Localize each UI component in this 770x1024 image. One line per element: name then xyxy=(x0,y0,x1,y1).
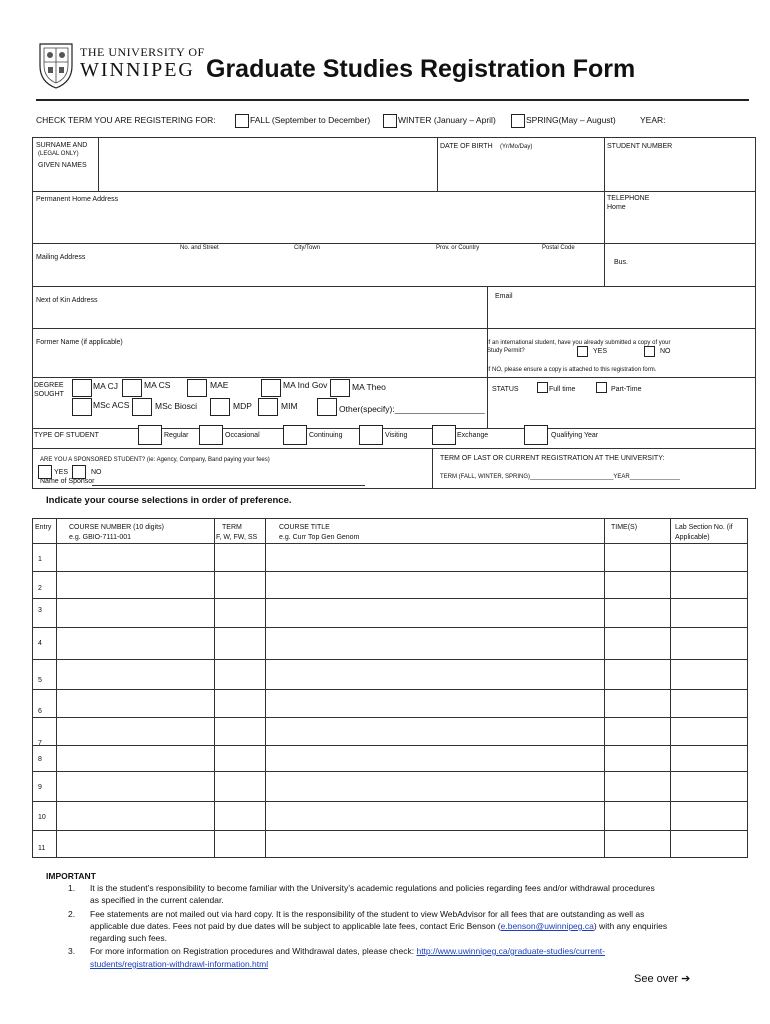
continuing-checkbox[interactable] xyxy=(283,425,307,445)
row-entry-11: 11 xyxy=(38,845,46,852)
important-1-line-1: It is the student’s responsibility to become familiar with the University’s academic regulations and policies regarding fees and/or withdrawal procedures xyxy=(90,883,655,893)
rule xyxy=(32,598,748,599)
row-entry-6: 6 xyxy=(38,708,42,715)
year-label: YEAR: xyxy=(640,115,666,125)
important-heading: IMPORTANT xyxy=(46,871,96,881)
spring-checkbox[interactable] xyxy=(511,114,525,128)
permit-yes-checkbox[interactable] xyxy=(577,346,588,357)
ma-cj-checkbox[interactable] xyxy=(72,379,92,397)
row-entry-1: 1 xyxy=(38,556,42,563)
row-entry-9: 9 xyxy=(38,784,42,791)
ma-cj-label: MA CJ xyxy=(93,381,119,391)
rule xyxy=(214,518,215,858)
mim-checkbox[interactable] xyxy=(258,398,278,416)
bus-phone-input[interactable] xyxy=(635,250,750,283)
col-entry: Entry xyxy=(35,524,52,531)
ma-ind-gov-label: MA Ind Gov xyxy=(283,380,328,390)
other-degree-label: Other(specify):___________________ xyxy=(339,404,485,414)
email-input[interactable] xyxy=(495,303,750,325)
important-2-line-2a: applicable due dates. Fees not paid by due dates will be subject to applicable late fees, contact Eric Benson ( xyxy=(90,921,501,931)
rule xyxy=(32,243,756,244)
no-street-label: No. and Street xyxy=(180,245,219,251)
next-of-kin-label: Next of Kin Address xyxy=(36,297,98,304)
row-entry-5: 5 xyxy=(38,677,42,684)
postal-code-label: Postal Code xyxy=(542,245,575,251)
rule xyxy=(98,137,99,191)
permit-no-label: NO xyxy=(660,348,671,355)
ma-theo-label: MA Theo xyxy=(352,382,386,392)
status-label: STATUS xyxy=(492,386,519,393)
name-input[interactable] xyxy=(100,139,435,189)
next-of-kin-input[interactable] xyxy=(120,290,482,325)
degree-label-2: SOUGHT xyxy=(34,391,64,398)
sponsor-name-label: Name of Sponsor xyxy=(40,478,95,485)
sponsor-name-input[interactable] xyxy=(92,485,365,486)
student-type-label: TYPE OF STUDENT xyxy=(34,432,99,439)
permit-no-checkbox[interactable] xyxy=(644,346,655,357)
former-name-label: Former Name (if applicable) xyxy=(36,339,123,346)
full-time-label: Full time xyxy=(549,386,576,393)
regular-label: Regular xyxy=(164,432,189,439)
mailing-address-input[interactable] xyxy=(100,253,600,283)
ma-theo-checkbox[interactable] xyxy=(330,379,350,397)
important-num-2: 2. xyxy=(68,909,76,919)
registration-link[interactable]: http://www.uwinnipeg.ca/graduate-studies/current- xyxy=(416,946,605,956)
student-number-input[interactable] xyxy=(607,155,752,189)
rule xyxy=(32,191,756,192)
spring-label: SPRING(May – August) xyxy=(526,115,616,125)
mailing-address-label: Mailing Address xyxy=(36,254,86,261)
sponsor-yes-checkbox[interactable] xyxy=(38,465,52,479)
other-degree-checkbox[interactable] xyxy=(317,398,337,416)
sponsor-yes-label: YES xyxy=(54,469,69,476)
important-2-line-2b: ) with any enquiries xyxy=(593,921,668,931)
msc-biosci-checkbox[interactable] xyxy=(132,398,152,416)
important-3-line-1 xyxy=(90,947,605,956)
msc-biosci-label: MSc Biosci xyxy=(155,401,198,411)
rule xyxy=(670,518,671,858)
msc-acs-checkbox[interactable] xyxy=(72,398,92,416)
qualifying-year-checkbox[interactable] xyxy=(524,425,548,445)
degree-label-1: DEGREE xyxy=(34,382,64,389)
sponsor-question: ARE YOU A SPONSORED STUDENT? (ie: Agency, Company, Band paying your fees) xyxy=(40,457,270,463)
rule xyxy=(32,543,748,544)
fall-checkbox[interactable] xyxy=(235,114,249,128)
dob-input[interactable] xyxy=(440,155,600,189)
col-course-number: COURSE NUMBER (10 digits) xyxy=(69,524,164,531)
ma-cs-label: MA CS xyxy=(144,380,171,390)
student-number-label: STUDENT NUMBER xyxy=(607,143,673,150)
rule xyxy=(32,830,748,831)
bus-phone-label: Bus. xyxy=(614,259,629,266)
continuing-label: Continuing xyxy=(309,432,343,439)
important-3-text: For more information on Registration procedures and Withdrawal dates, please check: xyxy=(90,946,417,956)
col-title: COURSE TITLE xyxy=(279,524,330,531)
important-2-line-2 xyxy=(90,922,667,931)
rule xyxy=(32,717,748,718)
rule xyxy=(432,449,433,489)
email-label: Email xyxy=(495,293,513,300)
row-entry-10: 10 xyxy=(38,814,46,821)
permanent-address-input[interactable] xyxy=(36,206,601,241)
mdp-label: MDP xyxy=(233,401,252,411)
rule xyxy=(32,771,748,772)
ma-cs-checkbox[interactable] xyxy=(122,379,142,397)
col-times: TIME(S) xyxy=(611,524,638,531)
rule xyxy=(437,137,438,191)
sponsor-no-label: NO xyxy=(91,469,102,476)
mae-checkbox[interactable] xyxy=(187,379,207,397)
rule xyxy=(32,745,748,746)
row-entry-7: 7 xyxy=(38,740,42,747)
sponsor-no-checkbox[interactable] xyxy=(72,465,86,479)
exchange-label: Exchange xyxy=(457,432,489,439)
logo-line2: WINNIPEG xyxy=(80,59,195,81)
visiting-checkbox[interactable] xyxy=(359,425,383,445)
dob-label: DATE OF BIRTH xyxy=(440,143,493,150)
permit-yes-label: YES xyxy=(593,348,608,355)
last-term-line[interactable]: TERM (FALL, WINTER, SPRING)_________________________YEAR_______________ xyxy=(440,474,680,480)
full-time-checkbox[interactable] xyxy=(537,382,548,393)
exchange-checkbox[interactable] xyxy=(432,425,456,445)
title-rule xyxy=(36,99,749,101)
row-entry-8: 8 xyxy=(38,756,42,763)
rule xyxy=(32,328,756,329)
logo-line1: THE UNIVERSITY OF xyxy=(80,45,205,59)
rule xyxy=(32,659,748,660)
ma-ind-gov-checkbox[interactable] xyxy=(261,379,281,397)
rule xyxy=(487,286,488,429)
qualifying-year-label: Qualifying Year xyxy=(551,432,599,439)
fall-label: FALL (September to December) xyxy=(250,115,371,125)
winter-label: WINTER (January – April) xyxy=(398,115,496,125)
important-num-1: 1. xyxy=(68,883,76,893)
telephone-label: TELEPHONE xyxy=(607,195,650,202)
former-name-input[interactable] xyxy=(150,332,482,374)
row-entry-2: 2 xyxy=(38,585,42,592)
important-2-line-3: regarding such fees. xyxy=(90,933,168,943)
col-term-codes: F, W, FW, SS xyxy=(216,534,258,541)
col-lab: Lab Section No. (if xyxy=(675,524,733,531)
occasional-label: Occasional xyxy=(225,432,260,439)
intl-question-2: Study Permit? xyxy=(487,348,525,354)
home-phone-input[interactable] xyxy=(630,202,750,240)
rule xyxy=(32,627,748,628)
rule xyxy=(604,518,605,858)
mdp-checkbox[interactable] xyxy=(210,398,230,416)
rule xyxy=(32,689,748,690)
given-names-label: GIVEN NAMES xyxy=(38,162,87,169)
important-num-3: 3. xyxy=(68,946,76,956)
col-title-eg: e.g. Curr Top Gen Genom xyxy=(279,534,360,541)
part-time-label: Part-Time xyxy=(611,386,642,393)
crest-icon xyxy=(36,40,76,90)
permanent-address-label: Permanent Home Address xyxy=(36,196,119,203)
page-title: Graduate Studies Registration Form xyxy=(206,55,636,83)
rule xyxy=(32,286,756,287)
rule xyxy=(604,137,605,286)
regular-checkbox[interactable] xyxy=(138,425,162,445)
email-link[interactable]: e.benson@uwinnipeg.ca xyxy=(500,921,594,931)
part-time-checkbox[interactable] xyxy=(596,382,607,393)
intl-question-1: If an international student, have you already submitted a copy of your xyxy=(487,340,671,346)
col-course-number-eg: e.g. GBIO-7111-001 xyxy=(69,534,131,541)
visiting-label: Visiting xyxy=(385,432,408,439)
occasional-checkbox[interactable] xyxy=(199,425,223,445)
rule xyxy=(56,518,57,858)
home-phone-label: Home xyxy=(607,204,626,211)
row-entry-4: 4 xyxy=(38,640,42,647)
intl-note: If NO, please ensure a copy is attached to this registration form. xyxy=(487,367,657,373)
course-heading: Indicate your course selections in order of preference. xyxy=(46,495,292,506)
rule xyxy=(265,518,266,858)
prov-country-label: Prov. or Country xyxy=(436,245,480,251)
col-term: TERM xyxy=(222,524,242,531)
university-logo xyxy=(36,40,76,90)
course-table xyxy=(32,518,748,858)
msc-acs-label: MSc ACS xyxy=(93,400,130,410)
registration-link-2[interactable]: students/registration-withdrawl-information.html xyxy=(90,959,269,969)
rule xyxy=(32,801,748,802)
mae-label: MAE xyxy=(210,380,229,390)
row-entry-3: 3 xyxy=(38,607,42,614)
rule xyxy=(32,571,748,572)
city-town-label: City/Town xyxy=(294,245,321,251)
mim-label: MIM xyxy=(281,401,298,411)
rule xyxy=(32,377,756,378)
important-2-line-1: Fee statements are not mailed out via hard copy. It is the responsibility of the student to view WebAdvisor for all fees that are outstanding as well as xyxy=(90,909,645,919)
dob-format-label: (Yr/Mo/Day) xyxy=(500,144,533,150)
term-check-label: CHECK TERM YOU ARE REGISTERING FOR: xyxy=(36,115,216,125)
see-over: See over ➔ xyxy=(634,973,691,985)
legal-only-label: (LEGAL ONLY) xyxy=(38,151,79,157)
winter-checkbox[interactable] xyxy=(383,114,397,128)
surname-label: SURNAME AND xyxy=(36,142,88,149)
col-lab-2: Applicable) xyxy=(675,534,710,541)
important-1-line-2: as specified in the current calendar. xyxy=(90,895,224,905)
last-term-label: TERM OF LAST OR CURRENT REGISTRATION AT THE UNIVERSITY: xyxy=(440,455,665,462)
